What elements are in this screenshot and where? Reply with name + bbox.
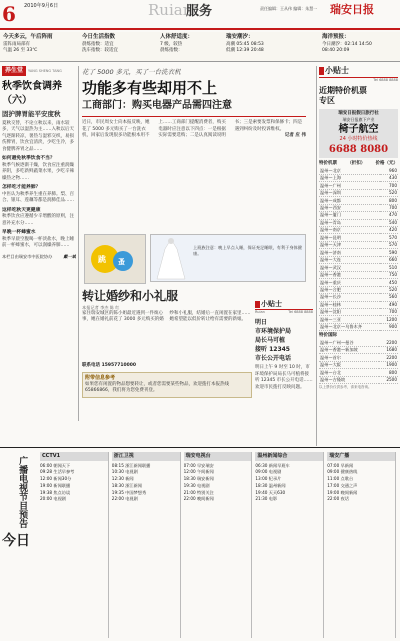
- health-q4: 早晚一杯蜂蜜水: [2, 230, 36, 236]
- tv-listing: 06:00 朝闻天下: [40, 462, 71, 468]
- tips-bar-icon: [319, 67, 324, 75]
- agency-brand: 椅子航空: [338, 123, 379, 135]
- flight-row: [319, 174, 398, 181]
- flight-price: 570: [380, 234, 398, 241]
- flight-price: 1200: [380, 316, 398, 323]
- flight-row: [319, 227, 398, 234]
- flight-row: [319, 212, 398, 219]
- flight-row: [319, 279, 398, 286]
- note-body: 如果您有闲置的物品想要转让，或者您需要某些物品，欢迎拨打本报热线 65866866，我们将为您免费刊登。: [85, 381, 229, 394]
- health-q2: 怎样吃才能养肺？: [2, 185, 41, 191]
- flight-row: [319, 264, 398, 271]
- tv-listing: 09:00 电视剧: [255, 469, 282, 475]
- flight-row: [319, 189, 398, 196]
- lead-body: 近日，市民周女士向本报反映，她花了 5000 多元购买了一台洗衣机，回家后发现很多功能根本用不上……工商部门提醒消费者，购买电器时应注意以下四点：一是根据实际需要选购；二是认真阅读说明书；三是索要发票和保修卡；四是遇到纠纷及时投诉维权。 记者 应 伟: [82, 120, 306, 139]
- flight-row: [319, 204, 398, 211]
- tv-listing: 11:00 点歌台: [327, 476, 354, 482]
- tv-channel-name: CCTV1: [40, 452, 108, 461]
- lead-story: [82, 68, 306, 228]
- health-a3: 秋季饮食应遵循少辛增酸的原则，注意补充水分……: [2, 214, 74, 226]
- tv-listing: 21:00 特别关注: [183, 489, 214, 495]
- flight-price: 1900: [379, 361, 398, 368]
- flight-route: 温州—长沙: [319, 294, 380, 301]
- flight-price: 700: [380, 204, 398, 211]
- flights-footnote: 以上票价仅供参考，请来电咨询。: [319, 385, 372, 390]
- hotline-label: 24 小时特价热线: [339, 136, 378, 143]
- flight-row: [319, 182, 398, 189]
- tide-box: 瑞安潮汐： 高潮 05:45 08:53 低潮 12:39 20:48: [226, 34, 264, 53]
- flight-route: 温州—青岛: [319, 219, 380, 226]
- flight-route: 温州—香港—新加坡: [319, 346, 379, 353]
- flight-route: 温州—深圳: [319, 189, 380, 196]
- tv-channel-name: 瑞安广播: [327, 452, 395, 461]
- masthead-brand: 瑞安日报: [330, 3, 374, 16]
- tv-channel-name: 浙江卫视: [112, 452, 180, 461]
- editor-meta: 责任编辑：王从伟 编辑：朱慧一: [260, 6, 318, 11]
- tv-grid: [40, 452, 396, 638]
- health-subhead: 固护脾胃能平安度秋: [2, 110, 61, 119]
- flight-route: 温州—广州—曼谷: [319, 339, 379, 346]
- notice-title: 小贴士: [261, 300, 282, 308]
- weather-box: 今天多云，午后阵雨 雷阵雨局部有 气温 26 至 33℃: [3, 34, 53, 53]
- wedding-contact: 联系电话 15957710000: [82, 362, 137, 368]
- tv-listing: 19:00 新闻联播: [40, 482, 71, 488]
- tv-listing: 19:00 晚间新闻: [327, 489, 358, 495]
- comfort-box: 人体舒适度： 7 级，较热 晨练指数：: [160, 34, 194, 53]
- health-body: 夏秋交替，不论立秋以来，雨水较多，天气以湿热为主……入秋以后天气逐渐转凉，暑热与湿邪交织，易损伤脾胃，饮食宜清淡，少吃生冷，多食健脾养胃之品……: [2, 120, 74, 152]
- flight-price: 450: [380, 279, 398, 286]
- flight-route: 温州—南京: [319, 227, 380, 234]
- flight-row: [319, 346, 398, 353]
- flight-price: 960: [380, 167, 398, 174]
- promo-line2: 专区: [319, 95, 335, 106]
- flight-route: 温州—上海: [319, 174, 380, 181]
- flight-route: 温州—昆明: [319, 234, 380, 241]
- health-a4: 秋季早晨空腹喝一杯淡盐水，晚上睡前一杯蜂蜜水，可以润燥养肺……: [2, 236, 74, 249]
- notice-bar-icon: [255, 301, 260, 308]
- flight-price: 490: [380, 301, 398, 308]
- flight-price: 590: [380, 249, 398, 256]
- note-box: [82, 372, 252, 398]
- tv-channel-column: [112, 452, 181, 638]
- page-number: 6: [2, 2, 16, 26]
- life-index-box: 今日生活指数 晨练指数：适宜 洗车指数：较适宜: [82, 34, 118, 53]
- tv-channel-column: [255, 452, 324, 638]
- flight-row: [319, 271, 398, 278]
- flights-column: [316, 66, 398, 446]
- tv-listing: 07:00 早安瑞安: [183, 462, 214, 468]
- flight-route: 温州—台北: [319, 369, 379, 376]
- flight-price: 520: [380, 189, 398, 196]
- tv-listing: 12:00 新闻30分: [40, 476, 72, 482]
- flight-row: [319, 249, 398, 256]
- flight-route: 温州—成都: [319, 197, 380, 204]
- flight-route: 温州—香港: [319, 271, 380, 278]
- flight-price: 800: [380, 197, 398, 204]
- jump-logo-icon: [85, 235, 145, 283]
- flight-route: 温州—武汉: [319, 264, 380, 271]
- health-a2: 中医认为秋季养生重在养肺。梨、百合、银耳、莲藕等都是润肺佳品……: [2, 191, 74, 204]
- tv-listing: 08:15 浙江新闻联播: [111, 462, 151, 468]
- tv-listing: 19:38 焦点访谈: [40, 489, 71, 495]
- tv-channel-name: 温州新闻综合: [255, 452, 323, 461]
- flight-price: 520: [380, 286, 398, 293]
- flight-price: 560: [380, 294, 398, 301]
- svg-text:跳: 跳: [98, 255, 106, 264]
- section-title: 服务: [186, 4, 213, 19]
- flight-row: [319, 197, 398, 204]
- flight-route: 温州—广州: [319, 182, 380, 189]
- flight-row: [319, 294, 398, 301]
- flight-row: [319, 339, 398, 346]
- health-author: 戴一斌: [63, 253, 76, 259]
- lead-rule: [82, 116, 306, 118]
- note-title: 附带信息参考: [85, 374, 116, 381]
- tv-listing: 22:00 电视剧: [111, 496, 138, 502]
- header-date: 2010年9月6日: [24, 3, 59, 9]
- flight-route: 温州—合肥: [319, 286, 380, 293]
- flight-row: [319, 361, 398, 368]
- health-section-subtitle: YANG SHENG TANG: [28, 68, 62, 73]
- intl-title: 特价国际: [319, 333, 337, 339]
- svg-text:蚤: 蚤: [118, 258, 125, 266]
- flight-row: [319, 241, 398, 248]
- info-bar: [0, 32, 400, 62]
- tv-listing: 12:00 午间新闻: [183, 469, 214, 475]
- tv-channel-column: [184, 452, 253, 638]
- notice-tel: Tel 6888 8888: [288, 310, 313, 315]
- flight-row: [319, 234, 398, 241]
- tv-listing: 19:35 中国梦想秀: [111, 489, 147, 495]
- intl-table: [319, 339, 398, 384]
- notice-body: 明日上午 9 时至 10 时，市环境保护局局长马可植将接听 12345 市长公开电话……欢迎市民拨打反映问题。: [255, 365, 313, 390]
- tv-listing: 20:00 电视剧: [40, 496, 66, 502]
- tv-listing: 09:00 健康热线: [327, 469, 358, 475]
- tv-listing: 10:30 电视剧: [111, 469, 138, 475]
- flight-row: [319, 286, 398, 293]
- tv-channel-name: 瑞安电视台: [184, 452, 252, 461]
- tv-channel-column: [327, 452, 396, 638]
- notice-headline: 明日 市环境保护局 局长马可植 接听 12345 市长公开电话: [255, 319, 292, 363]
- flight-price: 700: [380, 308, 398, 315]
- tv-listing: 22:00 晚间新闻: [183, 496, 214, 502]
- wedding-dress-image: [151, 235, 191, 281]
- tv-listing: 19:30 电视剧: [183, 482, 210, 488]
- flight-row: [319, 376, 398, 383]
- flight-price: 2500: [379, 376, 398, 383]
- tv-listing: 09:28 生活早参考: [40, 469, 75, 475]
- health-column: [2, 66, 76, 416]
- flight-row: [319, 167, 398, 174]
- health-q3: 这样吃秋天更健康: [2, 207, 41, 213]
- wedding-body: 家住瑞安城区的陈小姐最近遇到一件烦心事，她在婚礼前花了 3000 多元购买的婚纱和小礼服，结婚后一直闲置在家里……她希望能以低价转让给有需要的新娘。: [82, 310, 251, 323]
- flight-price: 570: [380, 241, 398, 248]
- tv-listing: 18:30 温州新闻: [255, 482, 286, 488]
- tv-title: 广播电视节目预告: [17, 456, 28, 528]
- flight-price: 2200: [379, 339, 398, 346]
- flight-price: 700: [380, 182, 398, 189]
- flight-route: 温州—三亚: [319, 316, 380, 323]
- flight-row: [319, 369, 398, 376]
- health-a1: 秋季气候逐渐干燥，饮食应注重润燥养阴，多吃新鲜蔬菜水果，少吃辛辣燥热之物……: [2, 162, 74, 181]
- flight-row: [319, 354, 398, 361]
- flight-price: 540: [380, 219, 398, 226]
- flight-route: 温州—沈阳: [319, 308, 380, 315]
- flight-price: 510: [380, 264, 398, 271]
- flight-price: 800: [379, 369, 398, 376]
- lead-subtitle: 工商部门：购买电器产品需四注意: [82, 100, 232, 112]
- tv-listing: 18:30 浙江新闻: [111, 482, 142, 488]
- flight-route: 温州—吉隆坡: [319, 376, 379, 383]
- tv-listing: 19:40 天天630: [255, 489, 286, 495]
- flight-route: 温州—首尔: [319, 354, 379, 361]
- health-section-label: 养生堂: [2, 66, 26, 76]
- flight-route: 温州—北京: [319, 167, 380, 174]
- flight-row: [319, 219, 398, 226]
- hotline-number: 6688 8080: [328, 143, 389, 155]
- tv-channel-column: [40, 452, 109, 638]
- flight-route: 温州—桂林: [319, 301, 380, 308]
- flight-route: 温州—济南: [319, 249, 380, 256]
- tv-title-today: 今日: [2, 533, 30, 549]
- flight-price: 2200: [379, 354, 398, 361]
- flight-route: 温州—西安: [319, 204, 380, 211]
- agency-parent: 瑞安日报旗下产业: [342, 117, 375, 123]
- flight-row: [319, 301, 398, 308]
- tv-listing: 13:00 纪录片: [255, 476, 282, 482]
- flight-row: [319, 316, 398, 323]
- flight-price: 430: [380, 174, 398, 181]
- wedding-headline: 转让婚纱和小礼服: [82, 289, 179, 303]
- column-divider: [78, 66, 79, 421]
- tv-listing: 06:30 新闻早班车: [255, 462, 290, 468]
- health-q1: 如何避免秋季饮食不当？: [2, 156, 55, 162]
- wedding-reporter: 本报记者 李杰 陈 红: [82, 305, 120, 311]
- notice-ruian: Ruian: [255, 310, 265, 315]
- flight-row: [319, 256, 398, 263]
- flight-row: [319, 308, 398, 315]
- tv-listing: 22:00 夜话: [327, 496, 349, 502]
- promo-line1: 近期特价机票: [319, 84, 367, 95]
- tv-listing: 07:00 早新闻: [327, 462, 354, 468]
- flight-price: 660: [380, 256, 398, 263]
- agency-box: [319, 109, 398, 158]
- health-title: 秋季饮食调养（六）: [2, 81, 62, 106]
- tv-listing: 12:30 新闻: [111, 476, 134, 482]
- flight-route: 温州—天津: [319, 241, 380, 248]
- flight-route: 温州—大连: [319, 256, 380, 263]
- ruian-logo: Ruian: [148, 1, 193, 19]
- tips-title: 小贴士: [325, 66, 349, 75]
- lead-title: 功能多有些却用不上: [82, 78, 218, 97]
- flights-table: [319, 167, 398, 331]
- tips-tel: Tel 6888 8888: [373, 77, 398, 82]
- flight-price: 1680: [379, 346, 398, 353]
- tv-listing: 17:00 交通之声: [327, 482, 358, 488]
- tv-listing: 18:30 瑞安新闻: [183, 476, 214, 482]
- notice-box: [255, 300, 313, 440]
- wedding-story: [82, 288, 252, 428]
- agency-name: 瑞安日报假日旅行社: [338, 111, 379, 117]
- flight-route: 温州—重庆: [319, 279, 380, 286]
- flight-price: 470: [380, 212, 398, 219]
- tv-title-box: [2, 452, 36, 638]
- tv-listing: 21:30 电影: [255, 496, 278, 502]
- lead-kicker: 花了 5000 多元，买了一台洗衣机: [82, 68, 181, 76]
- flight-route: 温州—大阪: [319, 361, 379, 368]
- flight-row: [319, 323, 398, 330]
- flight-price: 750: [380, 271, 398, 278]
- flight-price: 900: [380, 323, 398, 330]
- flight-price: 420: [380, 227, 398, 234]
- wedding-banner-text: 上班族注意：晚上早点入睡，保证充足睡眠，有利于身体健康。: [193, 245, 302, 256]
- sea-forecast-box: 海洋预报： 今日潮汐：02:14 14:50 08:40 20:09: [322, 34, 372, 53]
- wedding-banner: [150, 234, 306, 282]
- flight-route: 温州—厦门: [319, 212, 380, 219]
- health-cosponsor: 本栏目由瑞安市中医院协办: [2, 253, 53, 259]
- promo-logo-box: [84, 234, 146, 284]
- flights-header: 特价机票 （折扣） 价格（元）: [319, 161, 398, 167]
- tv-section: [0, 447, 400, 641]
- flight-route: 温州—北京—乌鲁木齐: [319, 323, 380, 330]
